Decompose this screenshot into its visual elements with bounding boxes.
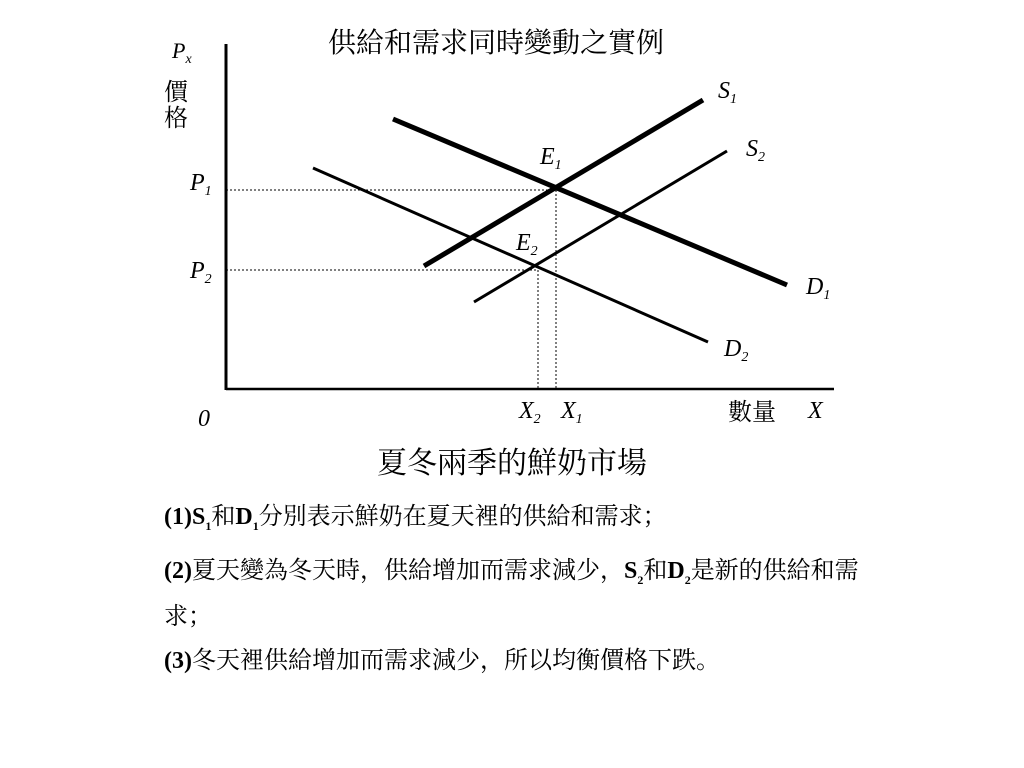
- note-symbol: S: [191, 504, 206, 530]
- notes-list: [164, 498, 894, 687]
- note-text: 分別表示鮮奶在夏天裡的供給和需求；: [258, 502, 667, 530]
- y-axis-symbol: $P_x$: [172, 38, 192, 67]
- note-number: (3): [164, 647, 192, 674]
- curve-label-s2: $S_2$: [746, 136, 765, 165]
- curve-label-s1: $S_1$: [718, 78, 737, 107]
- curve-d1-line: [393, 119, 787, 285]
- price-mark-p2: $P_2$: [190, 258, 212, 287]
- curve-d2-line: [313, 168, 708, 342]
- price-mark-p1: $P_1$: [190, 170, 212, 199]
- note-item: [164, 498, 894, 544]
- note-symbol: D: [667, 557, 685, 584]
- point-label-e2: $E_2$: [516, 230, 538, 259]
- note-number: (2): [164, 557, 192, 584]
- y-axis-name: 價格: [164, 78, 188, 132]
- note-text: 夏天變為冬天時，供給增加而需求減少，: [191, 555, 624, 584]
- curve-s2-line: [474, 151, 727, 302]
- note-subscript: 2: [637, 572, 644, 587]
- note-subscript: 1: [252, 518, 259, 533]
- curve-label-d2: $D_2$: [724, 336, 749, 365]
- note-number: (1): [164, 504, 192, 530]
- diagram-title: 供給和需求同時變動之實例: [327, 26, 665, 59]
- curve-s1-line: [424, 100, 703, 266]
- subtitle: 夏冬兩季的鮮奶市場: [377, 446, 647, 481]
- point-label-e1: $E_1$: [540, 144, 562, 173]
- note-text: 是新的供給和需求；: [164, 555, 859, 630]
- quantity-mark-x1: $X_1$: [561, 398, 583, 427]
- note-subscript: 2: [684, 572, 691, 587]
- note-symbol: D: [235, 504, 253, 530]
- note-subscript: 1: [205, 518, 212, 533]
- note-item: [164, 642, 894, 679]
- note-text: 和: [211, 502, 236, 530]
- quantity-mark-x2: $X_2$: [519, 398, 541, 427]
- note-text: 冬天裡供給增加而需求減少，所以均衡價格下跌。: [191, 645, 720, 674]
- note-symbol: S: [623, 557, 638, 584]
- note-item: [164, 552, 894, 634]
- note-text: 和: [643, 555, 668, 584]
- origin-label: 0: [198, 406, 210, 432]
- x-axis-name: 數量: [728, 398, 776, 426]
- curve-label-d1: $D_1$: [806, 274, 831, 303]
- x-axis-symbol: X: [808, 398, 823, 424]
